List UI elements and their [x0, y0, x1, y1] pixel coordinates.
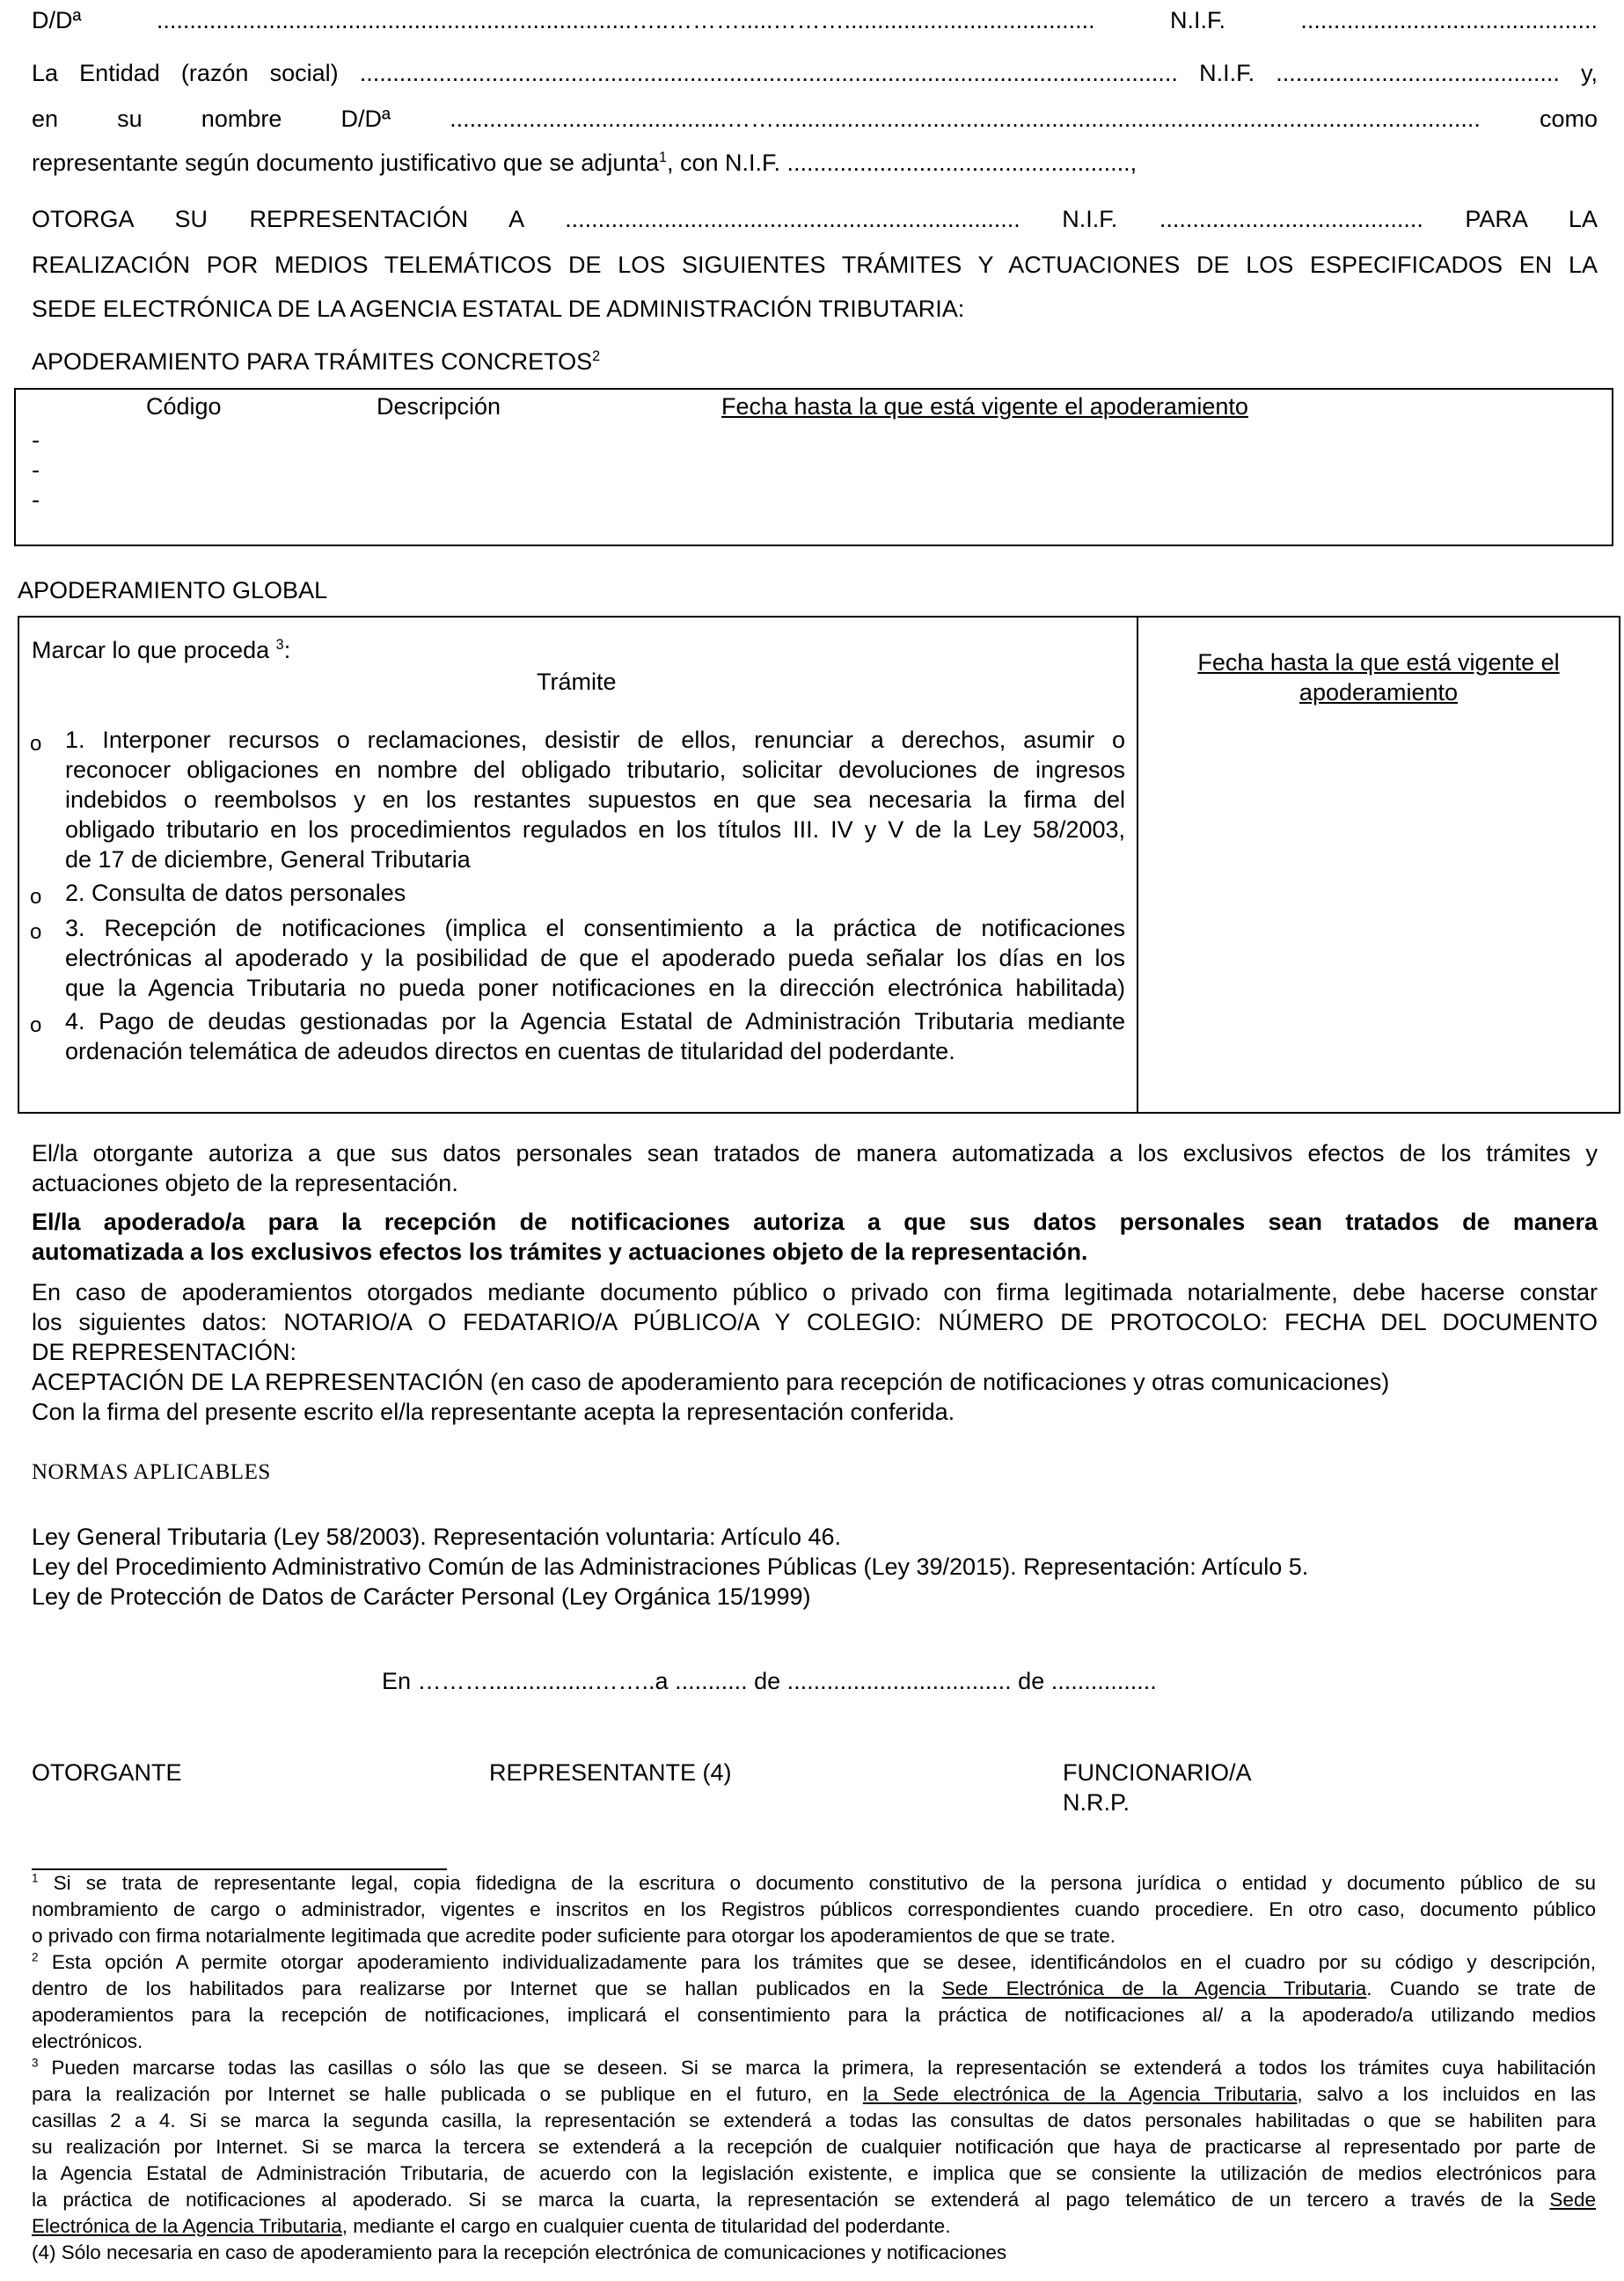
footnote-3-line: casillas 2 a 4. Si se marca la segunda casilla, la representación se extenderá a todas las consultas de datos personales habilitadas o que se habiliten para — [32, 2109, 1596, 2131]
option-4-radio[interactable]: o — [30, 1013, 42, 1037]
nombre-line — [32, 104, 1598, 134]
date-place-line[interactable]: En ………................……..a ........... de .................................. de ................ — [382, 1668, 1157, 1694]
concretos-row[interactable]: - — [32, 486, 40, 513]
sede-electronica-link[interactable]: la Sede electrónica de la Agencia Tributaria — [862, 2083, 1298, 2105]
consent-p2-line: automatizada a los exclusivos efectos los trámites y actuaciones objeto de la representación. — [32, 1239, 1088, 1265]
footnote-3-line: Electrónica de la Agencia Tributaria, mediante el cargo en cualquier cuenta de titularidad del poderdante. — [32, 2215, 951, 2237]
consent-p1-line: El/la otorgante autoriza a que sus datos personales sean tratados de manera automatizada a los exclusivos efectos de los trámites y — [32, 1140, 1598, 1166]
con-nif-label: , con N.I.F. — [666, 150, 781, 176]
tramite-header: Trámite — [537, 669, 617, 695]
col-codigo-header: Código — [146, 393, 222, 420]
otorga-line-end: PARA LA — [1465, 206, 1598, 232]
footnote-1-mark: 1 — [32, 1871, 39, 1885]
entidad-label: La Entidad (razón social) — [32, 60, 339, 86]
norma-item: Ley del Procedimiento Administrativo Común de las Administraciones Públicas (Ley 39/2015). Representación: Artículo 5. — [32, 1554, 1309, 1580]
option-3-radio[interactable]: o — [30, 920, 42, 944]
signature-representante: REPRESENTANTE (4) — [489, 1759, 732, 1786]
footnote-3-line: $^3$ Pueden marcarse todas las casillas o sólo las que se deseen. Si se marca la primera, la representación se extenderá a todos los trámites cuya habilitación — [32, 2056, 1596, 2079]
consent-p3-line: DE REPRESENTACIÓN: — [32, 1339, 297, 1365]
norma-item: Ley General Tributaria (Ley 58/2003). Representación voluntaria: Artículo 46. — [32, 1524, 842, 1550]
aceptacion-line: ACEPTACIÓN DE LA REPRESENTACIÓN (en caso de apoderamiento para recepción de notificaciones y otras comunicaciones) — [32, 1369, 1390, 1395]
col-descripcion-header: Descripción — [377, 393, 501, 420]
option-4-line: 4. Pago de deudas gestionadas por la Agencia Estatal de Administración Tributaria mediante — [65, 1008, 1125, 1034]
option-1-line: reconocer obligaciones en nombre del obligado tributario, solicitar devoluciones de ingresos — [65, 757, 1125, 783]
otorgante-line — [32, 5, 1598, 35]
concretos-row[interactable]: - — [32, 457, 40, 483]
footnote-3-line: la práctica de notificaciones al apoderado. Si se marca la cuarta, la representación se extenderá al pago telemático de un tercero a través de la Sede — [32, 2189, 1596, 2211]
global-title: APODERAMIENTO GLOBAL — [18, 577, 328, 603]
footnote-2-mark: 2 — [32, 1950, 39, 1964]
consent-p3-line: los siguientes datos: NOTARIO/A O FEDATARIO/A PÚBLICO/A Y COLEGIO: NÚMERO DE PROTOCOLO: FECHA DEL DOCUMENTO — [32, 1309, 1598, 1335]
nombre-label: en su nombre D/Dª — [32, 106, 391, 132]
option-1-line: 1. Interponer recursos o reclamaciones, desistir de ellos, renunciar a derechos, asumir o — [65, 727, 1125, 753]
footnote-3-line: la Agencia Estatal de Administración Tributaria, de acuerdo con la legislación existente, e implica que se consiente la utilización de medios electrónicos para — [32, 2162, 1596, 2184]
apoderado-name-field[interactable]: ..................................................................... — [565, 206, 1020, 232]
nif-label: N.I.F. — [1062, 206, 1118, 232]
option-1-line: de 17 de diciembre, General Tributaria — [65, 846, 471, 873]
footnote-3-line: para la realización por Internet se halle publicada o se publique en el futuro, en la Sede electrónica de la Agencia Tributaria, salvo a los incluidos en las — [32, 2083, 1596, 2105]
nombre-line-end: como — [1539, 106, 1598, 132]
otorga-label: OTORGA SU REPRESENTACIÓN A — [32, 206, 523, 232]
representante-line — [32, 148, 1598, 178]
footnote-1-line: $^1$ Si se trata de representante legal, copia fidedigna de la escritura o documento constitutivo de la persona jurídica o entidad y documento público de su — [32, 1871, 1596, 1894]
footnote-2-line: apoderamientos para la recepción de notificaciones, implicará el consentimiento para la práctica de notificaciones al/ a la apoderado/a utilizando medios — [32, 2004, 1596, 2026]
option-3-line: electrónicas al apoderado y la posibilidad de que el apoderado pueda señalar los días en los — [65, 945, 1125, 971]
footnote-3-line: su realización por Internet. Si se marca la tercera se extenderá a la recepción de cualquier notificación que haya de practicarse al representado por parte de — [32, 2136, 1596, 2158]
entidad-line-end: y, — [1581, 60, 1598, 86]
sede-electronica-link[interactable]: Sede — [1549, 2189, 1596, 2211]
footnote-3-mark: 3 — [32, 2056, 39, 2070]
option-2-line: 2. Consulta de datos personales — [65, 880, 406, 906]
concretos-row[interactable]: - — [32, 427, 40, 453]
representante-nif-field[interactable]: ...................................................., — [786, 150, 1138, 176]
entidad-line — [32, 58, 1598, 88]
option-3-line: 3. Recepción de notificaciones (implica el consentimiento a la práctica de notificaciones — [65, 915, 1125, 941]
footnote-1-line: nombramiento de cargo o administrador, vigentes e inscritos en los Registros públicos correspondientes cuando procediere. En otro caso, documento público — [32, 1898, 1596, 1920]
nif-label: N.I.F. — [1199, 60, 1255, 86]
signature-nrp: N.R.P. — [1063, 1789, 1130, 1816]
otorgante-name-field[interactable]: ........................................................................…..……….....………...................................... — [156, 7, 1095, 33]
footnote-4-line: (4) Sólo necesaria en caso de apoderamiento para la recepción electrónica de comunicaciones y notificaciones — [32, 2241, 1007, 2263]
option-4-line: ordenación telemática de adeudos directos en cuentas de titularidad del poderdante. — [65, 1038, 955, 1064]
representante-name-field[interactable]: ..........................................……........................................................................................................... — [450, 106, 1481, 132]
col-fecha-header: Fecha hasta la que está vigente el apoderamiento — [721, 393, 1248, 420]
acepta-line: Con la firma del presente escrito el/la representante acepta la representación conferida. — [32, 1399, 955, 1425]
footnote-ref-2: 2 — [592, 348, 601, 364]
concretos-table — [14, 388, 1613, 546]
entidad-nif-field[interactable]: ........................................... — [1276, 60, 1560, 86]
fecha-header-1: Fecha hasta la que está vigente el — [1197, 649, 1560, 676]
apoderado-nif-field[interactable]: ........................................ — [1159, 206, 1423, 232]
otorga-line-1 — [32, 204, 1598, 234]
sede-electronica-link[interactable]: Sede Electrónica de la Agencia Tributaria — [941, 1978, 1367, 2000]
otorgante-label: D/Dª — [32, 7, 82, 33]
nif-label: N.I.F. — [1169, 7, 1225, 33]
footnote-ref-3: 3 — [275, 637, 284, 653]
otorga-line-3: SEDE ELECTRÓNICA DE LA AGENCIA ESTATAL DE ADMINISTRACIÓN TRIBUTARIA: — [32, 296, 965, 322]
option-1-radio[interactable]: o — [30, 732, 42, 756]
otorga-line-2: REALIZACIÓN POR MEDIOS TELEMÁTICOS DE LOS SIGUIENTES TRÁMITES Y ACTUACIONES DE LOS ESPECIFICADOS EN LA — [32, 252, 1598, 278]
footnote-1-line: o privado con firma notarialmente legitimada que acredite poder suficiente para otorgar los apoderamientos de que se trate. — [32, 1925, 1116, 1947]
consent-p1-line: actuaciones objeto de la representación. — [32, 1170, 458, 1196]
option-1-line: indebidos o reembolsos y en los restantes supuestos en que sea necesaria la firma del — [65, 786, 1125, 813]
signature-funcionario: FUNCIONARIO/A — [1063, 1759, 1252, 1786]
footnote-2-line: electrónicos. — [32, 2030, 143, 2052]
option-2-radio[interactable]: o — [30, 885, 42, 909]
option-1-line: obligado tributario en los procedimientos regulados en los títulos III. IV y V de la Ley 58/2003, — [65, 816, 1125, 843]
normas-title: NORMAS APLICABLES — [32, 1460, 271, 1484]
option-3-line: que la Agencia Tributaria no pueda poner notificaciones en la dirección electrónica habilitada) — [65, 975, 1125, 1001]
footnote-2-line: dentro de los habilitados para realizarse por Internet que se hallan publicados en la Sede Electrónica de la Agencia Tributaria. Cuando se trate de — [32, 1978, 1596, 2000]
consent-p3-line: En caso de apoderamientos otorgados mediante documento público o privado con firma legitimada notarialmente, debe hacerse constar — [32, 1279, 1598, 1305]
marcar-label: Marcar lo que proceda $^3$: — [32, 637, 291, 663]
fecha-header-2: apoderamiento — [1298, 679, 1459, 706]
otorgante-nif-field[interactable]: ............................................. — [1300, 7, 1598, 33]
footnote-2-line: $^2$ Esta opción A permite otorgar apoderamiento individualizadamente para los trámites que se desee, identificándolos en el cuadro por su código y descripción, — [32, 1950, 1596, 1973]
signature-otorgante: OTORGANTE — [32, 1759, 182, 1786]
representante-label: representante según documento justificativo que se adjunta — [32, 150, 659, 176]
sede-electronica-link[interactable]: Electrónica de la Agencia Tributaria — [32, 2215, 342, 2237]
footnote-ref-1: 1 — [658, 150, 667, 165]
consent-p2-line: El/la apoderado/a para la recepción de notificaciones autoriza a que sus datos personales sean tratados de manera — [32, 1209, 1598, 1235]
entidad-name-field[interactable]: ............................................................................................................................ — [359, 60, 1178, 86]
table-right-border — [1619, 616, 1620, 1114]
norma-item: Ley de Protección de Datos de Carácter Personal (Ley Orgánica 15/1999) — [32, 1583, 811, 1610]
concretos-title: APODERAMIENTO PARA TRÁMITES CONCRETOS$^2$ — [32, 348, 601, 375]
